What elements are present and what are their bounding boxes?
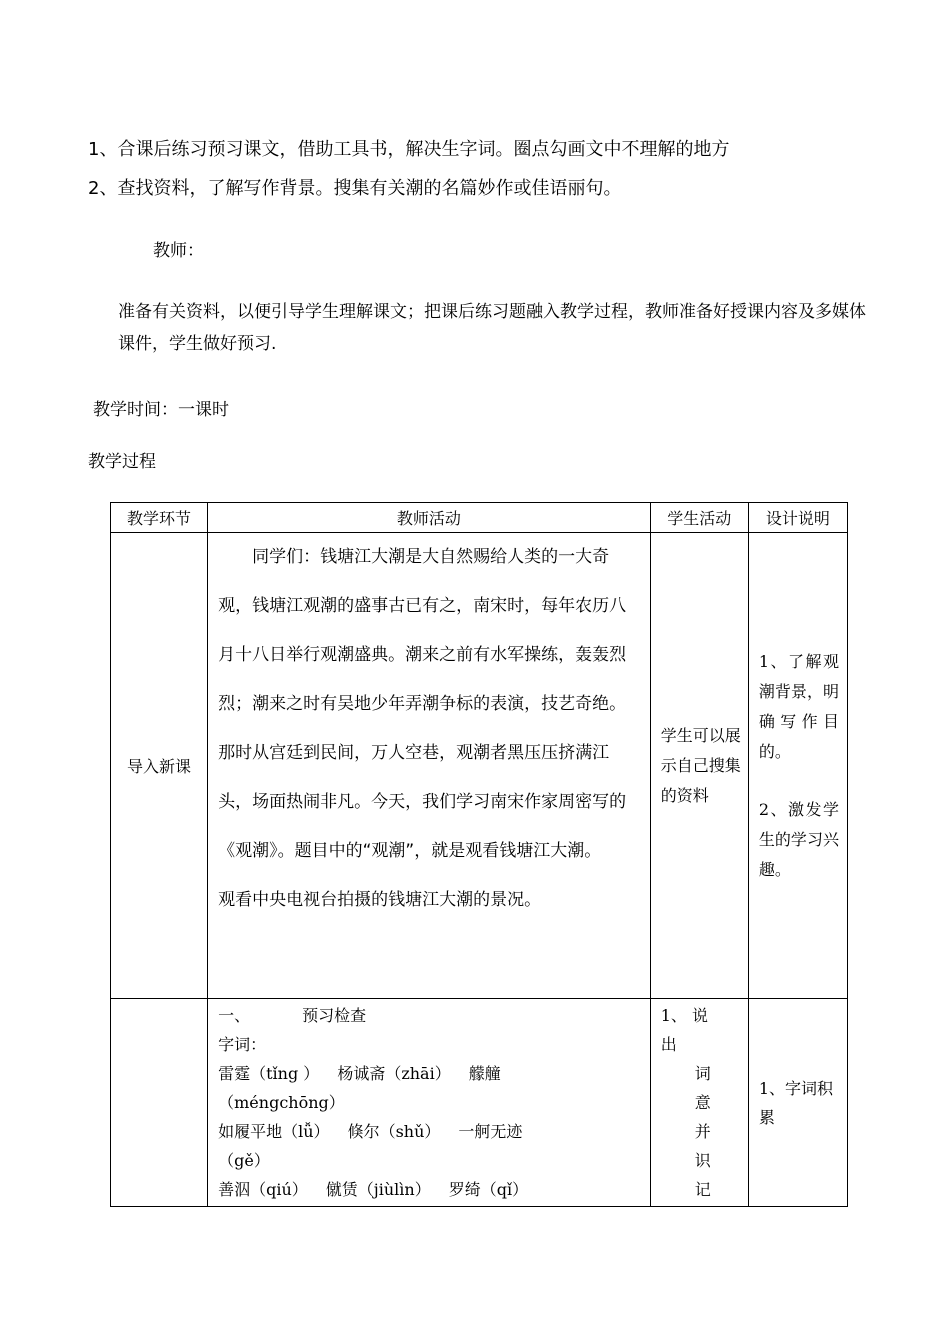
design-note-2: 2、激发学生的学习兴趣。	[758, 799, 839, 879]
teacher-activity-cell	[208, 999, 651, 1207]
student-note: 并 识	[694, 1122, 719, 1170]
word-line: 如履平地（lǚ） 倏尔（shǔ） 一舸无迹	[218, 1122, 523, 1141]
header-design: 设计说明	[748, 503, 847, 533]
header-student: 学生活动	[650, 503, 748, 533]
design-note-cell	[748, 533, 847, 999]
teacher-activity-text: 同学们：钱塘江大潮是大自然赐给人类的一大奇观，钱塘江观潮的盛事古已有之，南宋时，每年农历八月十八日举行观潮盛典。潮来之前有水军操练，轰轰烈烈；潮来之时有吴地少年弄潮争标的表演，技艺奇绝。那时从宫廷到民间，万人空巷，观潮者黑压压挤满江头，场面热闹非凡。今天，我们学习南宋作家周密写的《观潮》。题目中的“观潮”，就是观看钱塘江大潮。	[218, 547, 627, 861]
student-note: 1、 说 出	[660, 1006, 717, 1054]
design-note-1: 1、了解观潮背景，明确写作目的。	[758, 651, 839, 761]
teacher-activity-video: 观看中央电视台拍摄的钱塘江大潮的景况。	[218, 890, 542, 910]
student-note: 词 意	[694, 1064, 719, 1112]
word-line: （méngchōng）	[218, 1093, 345, 1112]
student-activity-cell: 学生可以展示自己搜集的资料	[650, 533, 748, 999]
teaching-process-heading: 教学过程	[88, 452, 156, 472]
prep-item-2: 2、查找资料，了解写作背景。搜集有关潮的名篇妙作或佳语丽句。	[88, 178, 622, 199]
word-line: 雷霆（tǐng ） 杨诚斋（zhāi） 艨艟	[218, 1064, 501, 1083]
prep-item-1: 1、合课后练习预习课文，借助工具书，解决生字词。圈点勾画文中不理解的地方	[88, 139, 730, 160]
words-label: 字词：	[218, 1035, 267, 1054]
word-line: 善泅（qiú） 僦赁（jiùlìn） 罗绮（qǐ）	[218, 1180, 529, 1199]
preview-check-heading: 一、 预习检查	[218, 1006, 367, 1025]
teacher-prep-text: 准备有关资料，以便引导学生理解课文；把课后练习题融入教学过程，教师准备好授课内容及多媒体课件，学生做好预习.	[118, 302, 866, 354]
stage-cell	[111, 999, 208, 1207]
word-line: （gě）	[218, 1151, 270, 1170]
student-note: 记	[694, 1180, 719, 1199]
teacher-activity-cell	[208, 533, 651, 999]
teacher-label: 教师：	[153, 241, 204, 261]
student-activity-cell	[650, 999, 748, 1207]
table-row	[111, 533, 848, 999]
design-note-cell: 1、字词积累	[748, 999, 847, 1207]
table-header-row	[111, 503, 848, 533]
header-teacher: 教师活动	[208, 503, 651, 533]
lesson-table	[110, 502, 848, 1207]
stage-cell: 导入新课	[111, 533, 208, 999]
table-row	[111, 999, 848, 1207]
teaching-time: 教学时间：一课时	[93, 400, 229, 420]
header-stage: 教学环节	[111, 503, 208, 533]
